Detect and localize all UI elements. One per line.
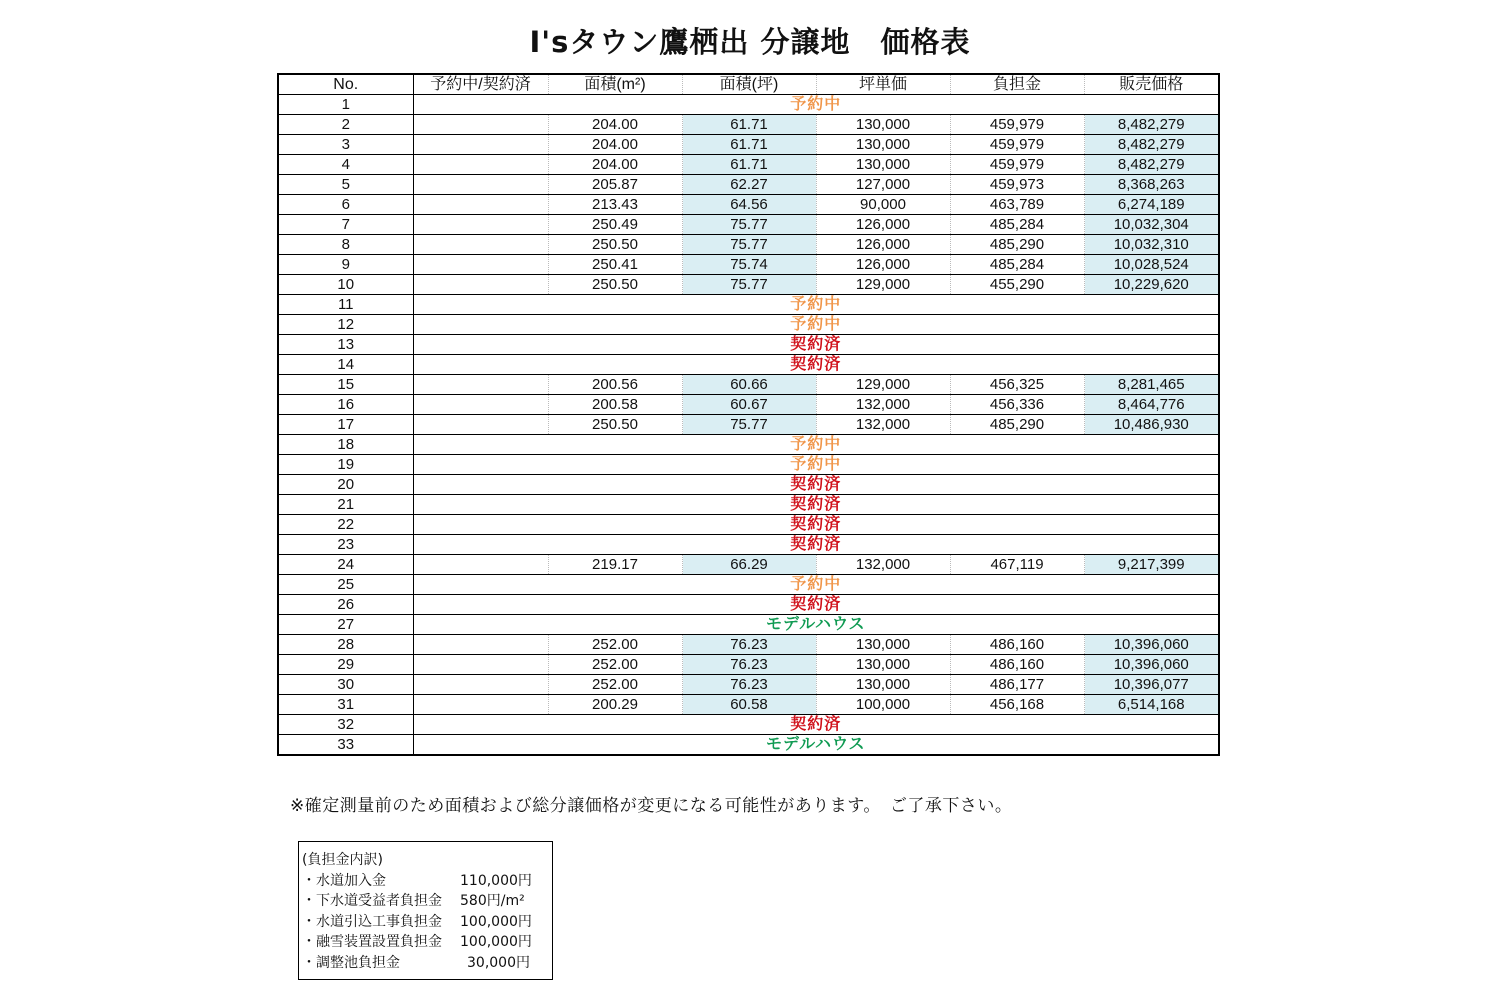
cell-area-m2: 252.00 — [548, 655, 682, 675]
cell-area-m2: 250.50 — [548, 275, 682, 295]
table-row — [278, 655, 1219, 675]
table-row — [278, 615, 1219, 635]
cell-no: 28 — [278, 635, 413, 655]
cell-area-tsubo: 66.29 — [682, 555, 816, 575]
cell-unit-price: 132,000 — [816, 395, 950, 415]
cell-area-m2: 252.00 — [548, 635, 682, 655]
cell-price: 10,396,060 — [1084, 635, 1219, 655]
cell-area-tsubo: 75.74 — [682, 255, 816, 275]
cell-area-m2: 204.00 — [548, 135, 682, 155]
cell-share: 486,177 — [950, 675, 1084, 695]
cell-share: 463,789 — [950, 195, 1084, 215]
cell-share: 459,979 — [950, 135, 1084, 155]
table-row — [278, 535, 1219, 555]
table-row — [278, 455, 1219, 475]
cell-unit-price: 130,000 — [816, 675, 950, 695]
table-row — [278, 355, 1219, 375]
breakdown-value: 110,000円 — [460, 872, 532, 889]
cell-status — [413, 215, 548, 235]
cell-area-m2: 204.00 — [548, 115, 682, 135]
cell-share: 459,973 — [950, 175, 1084, 195]
cell-area-tsubo: 76.23 — [682, 675, 816, 695]
cell-status: 予約中 — [413, 295, 1219, 315]
cell-no: 22 — [278, 515, 413, 535]
cell-no: 8 — [278, 235, 413, 255]
cell-unit-price: 126,000 — [816, 235, 950, 255]
cell-price: 6,274,189 — [1084, 195, 1219, 215]
cell-unit-price: 130,000 — [816, 635, 950, 655]
header-area-m2: 面積(m²) — [548, 74, 682, 95]
cell-no: 18 — [278, 435, 413, 455]
table-row — [278, 595, 1219, 615]
table-row — [278, 375, 1219, 395]
cell-no: 11 — [278, 295, 413, 315]
cell-area-tsubo: 61.71 — [682, 115, 816, 135]
cell-no: 12 — [278, 315, 413, 335]
cell-status: 契約済 — [413, 355, 1219, 375]
cell-status — [413, 275, 548, 295]
cell-share: 485,284 — [950, 255, 1084, 275]
header-price: 販売価格 — [1084, 74, 1219, 95]
cell-area-m2: 213.43 — [548, 195, 682, 215]
cell-no: 33 — [278, 735, 413, 756]
cell-status — [413, 675, 548, 695]
cell-share: 456,168 — [950, 695, 1084, 715]
header-area-tsubo: 面積(坪) — [682, 74, 816, 95]
table-row — [278, 255, 1219, 275]
cell-unit-price: 127,000 — [816, 175, 950, 195]
cell-price: 10,229,620 — [1084, 275, 1219, 295]
cell-share: 485,290 — [950, 235, 1084, 255]
cell-area-tsubo: 75.77 — [682, 235, 816, 255]
cell-status: 予約中 — [413, 575, 1219, 595]
table-row — [278, 435, 1219, 455]
cell-no: 17 — [278, 415, 413, 435]
cell-status — [413, 555, 548, 575]
table-row — [278, 515, 1219, 535]
cell-unit-price: 126,000 — [816, 215, 950, 235]
cell-share: 467,119 — [950, 555, 1084, 575]
cell-unit-price: 130,000 — [816, 155, 950, 175]
table-row — [278, 475, 1219, 495]
cell-no: 15 — [278, 375, 413, 395]
cell-area-tsubo: 61.71 — [682, 155, 816, 175]
cell-area-m2: 250.50 — [548, 235, 682, 255]
table-row — [278, 415, 1219, 435]
table-row — [278, 295, 1219, 315]
cell-area-m2: 250.49 — [548, 215, 682, 235]
cell-area-m2: 250.50 — [548, 415, 682, 435]
cell-unit-price: 132,000 — [816, 415, 950, 435]
cell-price: 10,028,524 — [1084, 255, 1219, 275]
cell-no: 19 — [278, 455, 413, 475]
cell-share: 486,160 — [950, 635, 1084, 655]
cell-price: 8,482,279 — [1084, 155, 1219, 175]
header-unit-price: 坪単価 — [816, 74, 950, 95]
header-share: 負担金 — [950, 74, 1084, 95]
breakdown-item — [302, 871, 548, 892]
cell-area-tsubo: 61.71 — [682, 135, 816, 155]
cell-area-m2: 252.00 — [548, 675, 682, 695]
price-table — [277, 73, 1220, 756]
cell-price: 10,032,310 — [1084, 235, 1219, 255]
breakdown-value: 100,000円 — [460, 913, 532, 930]
cell-unit-price: 130,000 — [816, 135, 950, 155]
cell-status — [413, 155, 548, 175]
table-row — [278, 275, 1219, 295]
cell-status: 予約中 — [413, 95, 1219, 115]
cell-price: 10,486,930 — [1084, 415, 1219, 435]
cell-unit-price: 129,000 — [816, 375, 950, 395]
table-row — [278, 195, 1219, 215]
breakdown-label: ・水道引込工事負担金 — [302, 913, 442, 930]
cell-status — [413, 235, 548, 255]
cell-share: 459,979 — [950, 155, 1084, 175]
cell-share: 485,290 — [950, 415, 1084, 435]
cell-no: 13 — [278, 335, 413, 355]
cell-price: 10,396,060 — [1084, 655, 1219, 675]
cell-no: 6 — [278, 195, 413, 215]
cell-price: 10,396,077 — [1084, 675, 1219, 695]
cell-price: 8,482,279 — [1084, 135, 1219, 155]
cell-price: 8,281,465 — [1084, 375, 1219, 395]
cell-status — [413, 415, 548, 435]
table-row — [278, 175, 1219, 195]
cell-area-tsubo: 75.77 — [682, 275, 816, 295]
cell-area-m2: 204.00 — [548, 155, 682, 175]
table-row — [278, 675, 1219, 695]
cell-area-m2: 205.87 — [548, 175, 682, 195]
cell-no: 23 — [278, 535, 413, 555]
cell-share: 459,979 — [950, 115, 1084, 135]
breakdown-item — [302, 912, 548, 933]
cell-status — [413, 375, 548, 395]
share-breakdown-box — [298, 841, 553, 980]
cell-area-m2: 200.29 — [548, 695, 682, 715]
cell-no: 9 — [278, 255, 413, 275]
table-row — [278, 735, 1219, 756]
cell-price: 8,482,279 — [1084, 115, 1219, 135]
table-row — [278, 555, 1219, 575]
cell-area-tsubo: 60.67 — [682, 395, 816, 415]
cell-price: 9,217,399 — [1084, 555, 1219, 575]
cell-no: 31 — [278, 695, 413, 715]
cell-status: 予約中 — [413, 455, 1219, 475]
breakdown-title: (負担金内訳) — [302, 852, 383, 868]
cell-status — [413, 655, 548, 675]
header-no: No. — [278, 74, 413, 95]
cell-unit-price: 126,000 — [816, 255, 950, 275]
breakdown-value: 580円/m² — [460, 893, 525, 910]
breakdown-item — [302, 932, 548, 953]
table-row — [278, 715, 1219, 735]
table-row — [278, 335, 1219, 355]
cell-area-tsubo: 64.56 — [682, 195, 816, 215]
cell-area-tsubo: 75.77 — [682, 415, 816, 435]
cell-area-m2: 200.56 — [548, 375, 682, 395]
cell-no: 32 — [278, 715, 413, 735]
table-body — [278, 95, 1219, 756]
cell-status: 契約済 — [413, 495, 1219, 515]
cell-no: 4 — [278, 155, 413, 175]
cell-price: 6,514,168 — [1084, 695, 1219, 715]
cell-status — [413, 635, 548, 655]
cell-status — [413, 695, 548, 715]
cell-no: 30 — [278, 675, 413, 695]
cell-status: モデルハウス — [413, 735, 1219, 756]
cell-area-tsubo: 60.58 — [682, 695, 816, 715]
cell-no: 20 — [278, 475, 413, 495]
cell-status: 契約済 — [413, 335, 1219, 355]
cell-share: 456,325 — [950, 375, 1084, 395]
cell-no: 7 — [278, 215, 413, 235]
cell-status — [413, 395, 548, 415]
table-row — [278, 215, 1219, 235]
cell-price: 8,368,263 — [1084, 175, 1219, 195]
cell-status: 予約中 — [413, 435, 1219, 455]
cell-no: 25 — [278, 575, 413, 595]
cell-area-m2: 250.41 — [548, 255, 682, 275]
cell-area-tsubo: 76.23 — [682, 635, 816, 655]
table-row — [278, 95, 1219, 115]
cell-no: 24 — [278, 555, 413, 575]
cell-area-m2: 219.17 — [548, 555, 682, 575]
cell-status: 予約中 — [413, 315, 1219, 335]
cell-area-tsubo: 76.23 — [682, 655, 816, 675]
table-row — [278, 315, 1219, 335]
cell-status — [413, 175, 548, 195]
cell-status: 契約済 — [413, 595, 1219, 615]
cell-unit-price: 132,000 — [816, 555, 950, 575]
disclaimer-note: ※確定測量前のため面積および総分譲価格が変更になる可能性があります。 ご了承下さい。 — [290, 796, 1013, 816]
cell-status — [413, 255, 548, 275]
cell-status: 契約済 — [413, 535, 1219, 555]
cell-area-m2: 200.58 — [548, 395, 682, 415]
table-row — [278, 235, 1219, 255]
cell-no: 5 — [278, 175, 413, 195]
cell-status: 契約済 — [413, 475, 1219, 495]
cell-no: 2 — [278, 115, 413, 135]
breakdown-label: ・下水道受益者負担金 — [302, 893, 442, 910]
cell-share: 455,290 — [950, 275, 1084, 295]
cell-status: モデルハウス — [413, 615, 1219, 635]
table-row — [278, 695, 1219, 715]
cell-price: 8,464,776 — [1084, 395, 1219, 415]
cell-no: 26 — [278, 595, 413, 615]
cell-unit-price: 100,000 — [816, 695, 950, 715]
cell-area-tsubo: 62.27 — [682, 175, 816, 195]
cell-no: 27 — [278, 615, 413, 635]
cell-status — [413, 135, 548, 155]
cell-no: 1 — [278, 95, 413, 115]
table-row — [278, 635, 1219, 655]
header-status: 予約中/契約済 — [413, 74, 548, 95]
cell-area-tsubo: 75.77 — [682, 215, 816, 235]
cell-no: 10 — [278, 275, 413, 295]
breakdown-label: ・調整池負担金 — [302, 954, 400, 971]
breakdown-value: 100,000円 — [460, 934, 532, 951]
table-row — [278, 495, 1219, 515]
breakdown-value: 30,000円 — [467, 954, 530, 971]
cell-unit-price: 130,000 — [816, 115, 950, 135]
cell-area-tsubo: 60.66 — [682, 375, 816, 395]
breakdown-item — [302, 953, 548, 974]
table-row — [278, 575, 1219, 595]
cell-status: 契約済 — [413, 715, 1219, 735]
breakdown-label: ・水道加入金 — [302, 872, 386, 889]
cell-unit-price: 90,000 — [816, 195, 950, 215]
table-row — [278, 395, 1219, 415]
cell-no: 14 — [278, 355, 413, 375]
page-title: I'sタウン鷹栖出 分譲地 価格表 — [529, 25, 971, 59]
cell-status: 契約済 — [413, 515, 1219, 535]
cell-unit-price: 130,000 — [816, 655, 950, 675]
cell-share: 456,336 — [950, 395, 1084, 415]
cell-status — [413, 195, 548, 215]
cell-price: 10,032,304 — [1084, 215, 1219, 235]
table-row — [278, 135, 1219, 155]
breakdown-item — [302, 891, 548, 912]
cell-no: 21 — [278, 495, 413, 515]
cell-no: 29 — [278, 655, 413, 675]
cell-share: 485,284 — [950, 215, 1084, 235]
cell-status — [413, 115, 548, 135]
header-row — [278, 74, 1219, 95]
cell-no: 3 — [278, 135, 413, 155]
table-row — [278, 155, 1219, 175]
cell-share: 486,160 — [950, 655, 1084, 675]
cell-unit-price: 129,000 — [816, 275, 950, 295]
breakdown-label: ・融雪装置設置負担金 — [302, 934, 442, 951]
table-row — [278, 115, 1219, 135]
cell-no: 16 — [278, 395, 413, 415]
